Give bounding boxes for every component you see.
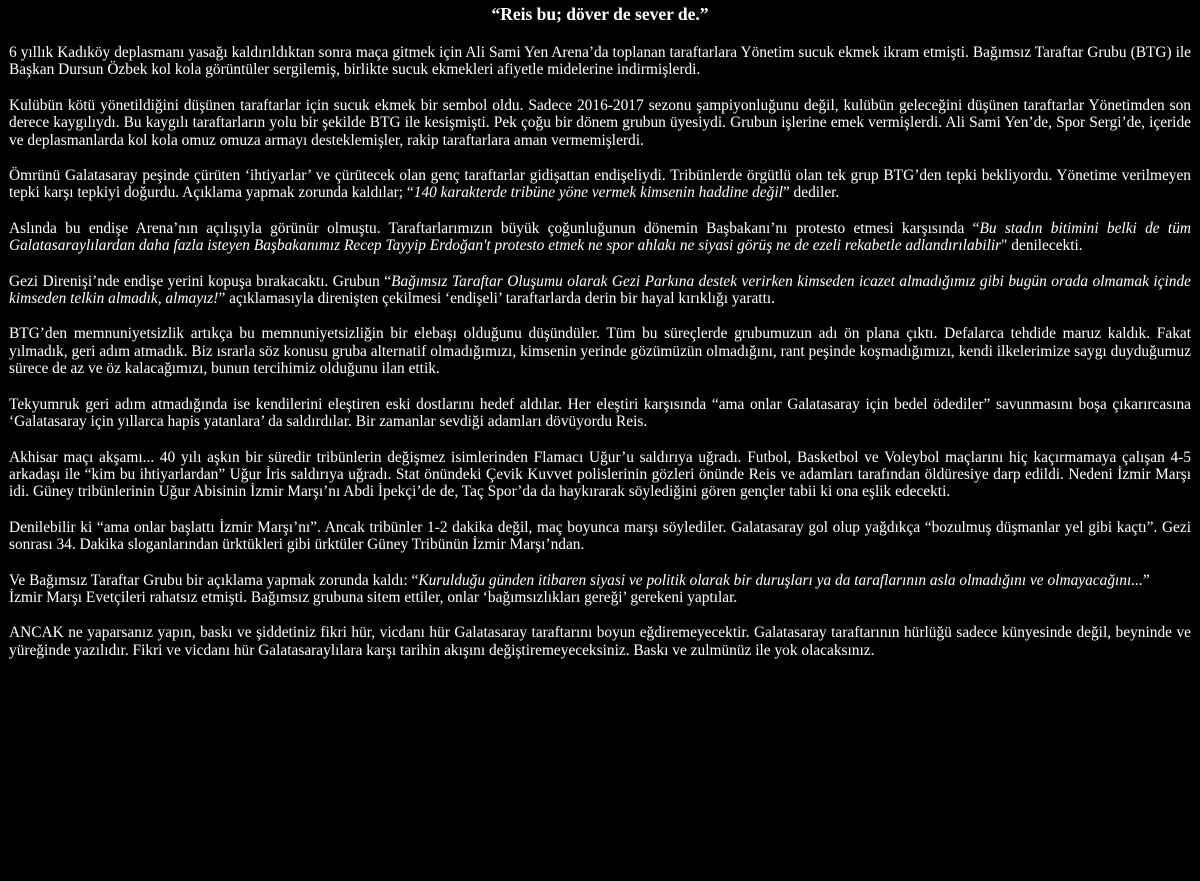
paragraph-5-text: Gezi Direnişi’nde endişe yerini kopuşa bırakacaktı. Grubun “ bbox=[9, 272, 392, 290]
document-title: “Reis bu; döver de sever de.” bbox=[491, 4, 709, 24]
paragraph-5-tail: ” açıklamasıyla direnişten çekilmesi ‘endişeli’ taraftarlarda derin bir hayal kırıklığı yarattı. bbox=[218, 290, 775, 308]
paragraph-5-quote: Bağımsız Taraftar Oluşumu olarak Gezi Parkına destek verirken kimseden icazet almadığımız gibi bugün orada olmamak içinde kimseden telkin almadık, almayız! bbox=[9, 272, 1191, 308]
paragraph-8: Akhisar maçı akşamı... 40 yılı aşkın bir süredir tribünlerin değişmez isimlerinden Flamacı Uğur’u saldırıya uğradı. Futbol, Basketbol ve Voleybol maçlarını hiç kaçırmamaya çalışan 4-5 arkadaşı ile “kim bu ihtiyarlardan” Uğur İris saldırıya uğradı. Stat önündeki Çevik Kuvvet polislerinin gözleri önünde Reis ve adamları tarafından öldüresiye darp edildi. Nedeni İzmir Marşı idi. Güney tribünlerinin Uğur Abisinin İzmir Marşı’nı Abdi İpekçi’de de, Taç Spor’da da haykırarak söylediğini gören gençler tabii ki ona eşlik edecekti. bbox=[9, 448, 1191, 501]
paragraph-5 bbox=[9, 273, 1191, 308]
paragraph-10-text: Ve Bağımsız Taraftar Grubu bir açıklama yapmak zorunda kaldı: “ bbox=[9, 571, 419, 589]
paragraph-11: ANCAK ne yaparsanız yapın, baskı ve şiddetiniz fikri hür, vicdanı hür Galatasaray taraftarını boyun eğdiremeyecektir. Galatasaray taraftarının hürlüğü sadece künyesinde değil, beyninde ve yüreğinde yazılıdır. Fikri ve vicdanı hür Galatasaraylılara karşı tarihin akışını değiştiremeyeceksiniz. Baskı ve zulmünüz ile yok olacaksınız. bbox=[9, 624, 1191, 659]
paragraph-9: Denilebilir ki “ama onlar başlattı İzmir Marşı’nı”. Ancak tribünler 1-2 dakika değil, maç boyunca marşı söylediler. Galatasaray gol olup yağdıkça “bozulmuş düşmanlar yel gibi kaçtı”. Gezi sonrası 34. Dakika sloganlarından ürktükleri gibi ürktüler Güney Tribünün İzmir Marşı’ndan. bbox=[9, 518, 1191, 554]
paragraph-10 bbox=[9, 572, 1191, 589]
paragraph-10-continuation: İzmir Marşı Evetçileri rahatsız etmişti. Bağımsız grubuna sitem ettiler, onlar ‘bağımsızlıkları gereği’ gerekeni yaptılar. bbox=[9, 588, 738, 606]
paragraph-4-text: Aslında bu endişe Arena’nın açılışıyla görünür olmuştu. Taraftarlarımızın büyük çoğunluğunun dönemin Başbakanı’nı protesto etmesi karşısında “ bbox=[9, 219, 980, 237]
paragraph-4-quote: Bu stadın bitimini belki de tüm Galatasaraylılardan daha fazla isteyen Başbakanımız Recep Tayyip Erdoğan't protesto etmek ne spor ahlakı ne siyasi görüş ne de ezeli rekabetle adlandırılabilir bbox=[9, 219, 1191, 255]
paragraph-3-tail: ” dediler. bbox=[782, 184, 840, 202]
paragraph-4-tail: " denilecekti. bbox=[1001, 237, 1083, 255]
paragraph-6: BTG’den memnuniyetsizlik artıkça bu memnuniyetsizliğin bir elebaşı olduğunu düşündüler. Tüm bu süreçlerde grubumuzun adı ön plana çıktı. Defalarca tehdide maruz kaldık. Fakat yılmadık, geri adım atmadık. Biz ısrarla söz konusu gruba alternatif olmadığımızı, kimsenin yerinde gözümüzün olmadığını, rant peşinde koşmadığımızı, kendi ilkelerimize saygı duyduğumuz sürece de az ve öz kalacağımızı, bunun tercihimiz olduğunu ilan ettik. bbox=[9, 325, 1191, 378]
paragraph-10-quote: Kurulduğu günden itibaren siyasi ve politik olarak bir duruşları ya da taraflarının asla olmadığını ve olmayacağını... bbox=[418, 571, 1143, 589]
paragraph-4 bbox=[9, 220, 1191, 255]
paragraph-2: Kulübün kötü yönetildiğini düşünen taraftarlar için sucuk ekmek bir sembol oldu. Sadece 2016-2017 sezonu şampiyonluğunu değil, kulübün geleceğini düşünen taraftarlar Yönetimden son derece kaygılıydı. Bu kaygılı taraftarların yolu bir şekilde BTG ile kesişmişti. Pek çoğu bir dönem grubun üyesiydi. Grubun işlerine emek vermişlerdi. Ali Sami Yen’de, Spor Sergi’de, içeride ve deplasmanlarda kol kola omuz omuza armayı desteklemişler, rakip taraftarlara aman vermemişlerdi. bbox=[9, 96, 1191, 149]
paragraph-10-tail: ” bbox=[1142, 571, 1150, 589]
paragraph-7: Tekyumruk geri adım atmadığında ise kendilerini eleştiren eski dostlarını hedef aldılar. Her eleştiri karşısında “ama onlar Galatasaray için bedel ödediler” savunmasını boşa çıkarırcasına ‘Galatasaray için yıllarca hapis yatanlara’ da saldırdılar. Bir zamanlar sevdiği adamları dövüyordu Reis. bbox=[9, 395, 1191, 431]
paragraph-3-text: Ömrünü Galatasaray peşinde çürüten ‘ihtiyarlar’ ve çürütecek olan genç taraftarlar gidişattan endişeliydi. Tribünlerde örgütlü olan tek grup BTG’den tepki bekliyordu. Yönetime verilmeyen tepki karşı tepkiyi doğurdu. Açıklama yapmak zorunda kaldılar; “ bbox=[9, 167, 1191, 202]
paragraph-1: 6 yıllık Kadıköy deplasmanı yasağı kaldırıldıktan sonra maça gitmek için Ali Sami Yen Arena’da toplanan taraftarlara Yönetim sucuk ekmek ikram etmişti. Bağımsız Taraftar Grubu (BTG) ile Başkan Dursun Özbek kol kola görüntüler sergilemiş, birlikte sucuk ekmekleri afiyetle midelerine indirmişlerdi. bbox=[9, 44, 1191, 79]
paragraph-3-quote: 140 karakterde tribüne yöne vermek kimsenin haddine değil bbox=[413, 184, 783, 202]
paragraph-3 bbox=[9, 167, 1191, 202]
